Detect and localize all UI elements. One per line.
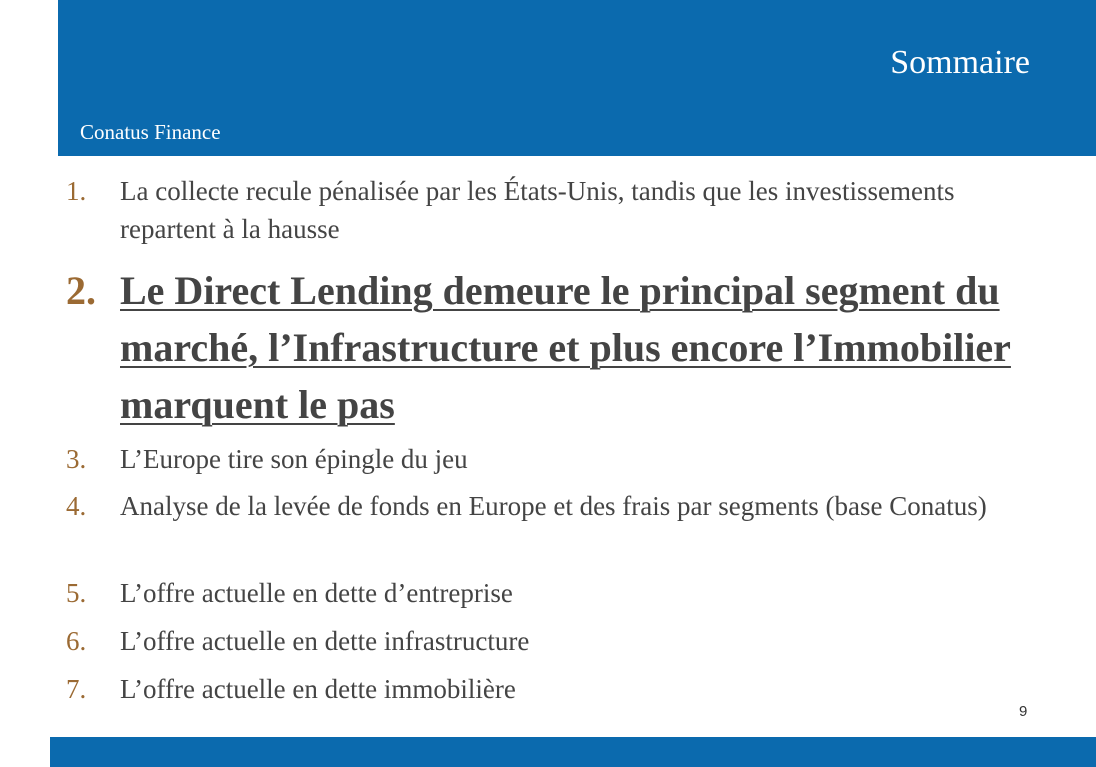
toc-item-number: 2. — [66, 268, 96, 313]
brand-name: Conatus Finance — [80, 120, 221, 144]
toc-item-6 — [66, 622, 1036, 660]
page-number: 9 — [1019, 703, 1028, 720]
toc-item-2-current — [66, 262, 1036, 433]
toc-item-number: 6. — [66, 626, 87, 656]
toc-item-text: Le Direct Lending demeure le principal segment du marché, l’Infrastructure et plus encore l’Immobilier marquent le pas — [120, 268, 1011, 427]
toc-item-3 — [66, 440, 1036, 478]
toc-item-4 — [66, 487, 1036, 525]
toc-item-text: L’Europe tire son épingle du jeu — [120, 444, 468, 474]
toc-item-number: 4. — [66, 491, 87, 521]
toc-item-7 — [66, 670, 1036, 708]
toc-item-number: 7. — [66, 674, 87, 704]
toc-item-text: L’offre actuelle en dette d’entreprise — [120, 578, 513, 608]
toc-item-5 — [66, 574, 1036, 612]
toc-item-number: 5. — [66, 578, 87, 608]
footer-bar — [50, 737, 1096, 767]
toc-item-1 — [66, 172, 1036, 248]
toc-item-text: La collecte recule pénalisée par les États-Unis, tandis que les investissements repartent à la hausse — [120, 176, 955, 244]
toc-item-number: 3. — [66, 444, 87, 474]
toc-item-text: L’offre actuelle en dette immobilière — [120, 674, 516, 704]
toc-item-text: L’offre actuelle en dette infrastructure — [120, 626, 530, 656]
toc-item-number: 1. — [66, 176, 87, 206]
page-title: Sommaire — [890, 44, 1030, 81]
toc-item-text: Analyse de la levée de fonds en Europe et des frais par segments (base Conatus) — [120, 491, 987, 521]
